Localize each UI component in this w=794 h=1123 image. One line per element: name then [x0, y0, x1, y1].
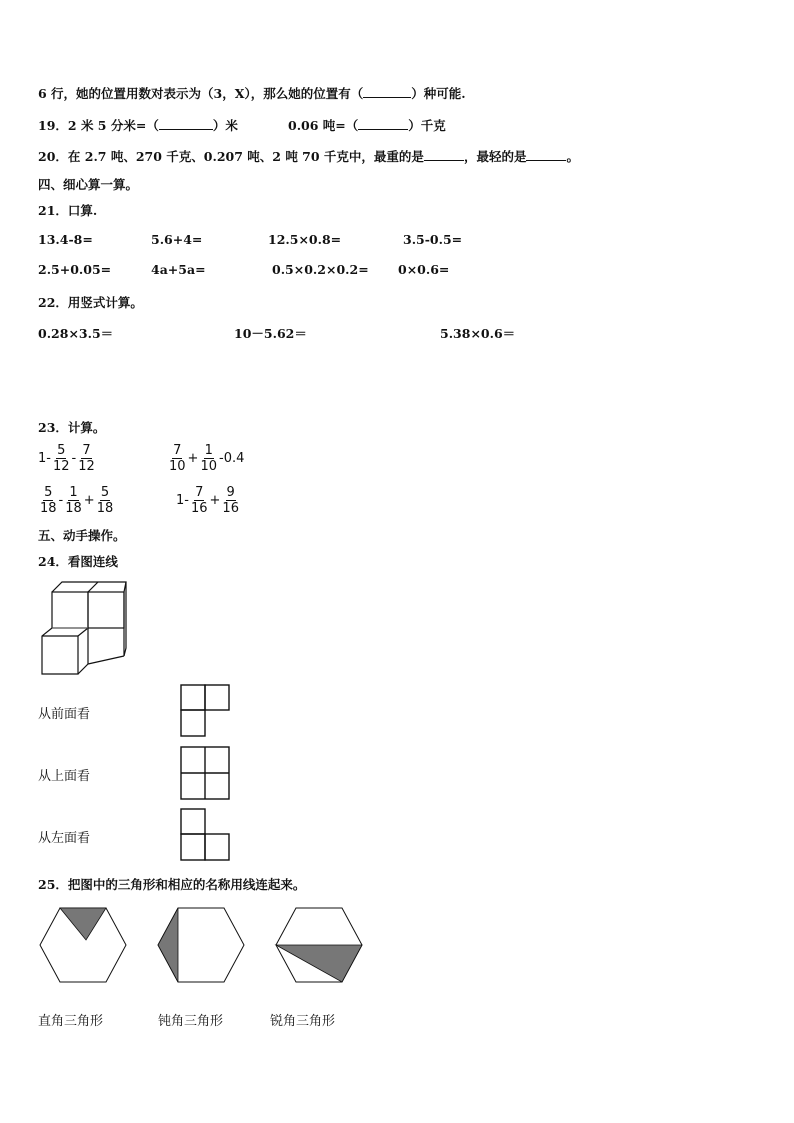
triangle-name-obtuse: 钝角三角形 — [158, 1014, 224, 1029]
q18-line: 6 行，她的位置用数对表示为（3，X），那么她的位置有（ ）种可能. — [38, 86, 466, 101]
hexagon-right-triangle — [38, 906, 128, 984]
oral-item: 5.6+4= — [151, 232, 203, 247]
fraction-expression-2: $\frac{7}{10}$ + $\frac{1}{10}$ -0.4 — [169, 443, 245, 474]
vertical-calc-item: 0.28×3.5＝ — [38, 326, 114, 341]
answer-blank[interactable] — [526, 148, 566, 161]
triangle-name-acute: 锐角三角形 — [270, 1014, 336, 1029]
fraction: $\frac{5}{18}$ — [40, 485, 57, 516]
fraction: $\frac{7}{16}$ — [190, 485, 208, 516]
fraction: $\frac{5}{12}$ — [52, 443, 70, 474]
fraction: $\frac{5}{18}$ — [96, 485, 114, 516]
fraction-expression-3: $\frac{5}{18}$ - $\frac{1}{18}$ + $\frac{5}{18}$ — [40, 485, 114, 516]
answer-blank[interactable] — [363, 85, 411, 98]
oral-item: 3.5-0.5= — [403, 232, 463, 247]
section-heading: 四、细心算一算。 — [38, 177, 139, 192]
answer-blank[interactable] — [358, 117, 408, 130]
answer-blank[interactable] — [159, 117, 213, 130]
section-heading: 五、动手操作。 — [38, 528, 126, 543]
question-title: 23．计算。 — [38, 420, 106, 435]
oral-item: 0×0.6= — [398, 262, 450, 277]
vertical-calc-item: 5.38×0.6＝ — [440, 326, 516, 341]
oral-item: 4a+5a= — [151, 262, 206, 277]
oral-item: 13.4-8= — [38, 232, 93, 247]
question-title: 25．把图中的三角形和相应的名称用线连起来。 — [38, 877, 306, 892]
hexagon-acute-triangle — [274, 906, 364, 984]
fraction: $\frac{9}{16}$ — [222, 485, 239, 516]
fraction: $\frac{1}{10}$ — [200, 443, 217, 474]
fraction: $\frac{7}{10}$ — [169, 443, 186, 474]
q19-line: 19．2 米 5 分米=（ ）米 — [38, 118, 238, 133]
view-label-left: 从左面看 — [38, 831, 91, 846]
q20-line: 20．在 2.7 吨、270 千克、0.207 吨、2 吨 70 千克中，最重的是 ，最轻的是 。 — [38, 149, 579, 164]
view-label-top: 从上面看 — [38, 769, 91, 784]
hexagon-obtuse-triangle — [156, 906, 246, 984]
q19-part2: 0.06 吨=（ ）千克 — [288, 118, 446, 133]
vertical-calc-item: 10－5.62＝ — [234, 326, 307, 341]
fraction-expression-1: 1- $\frac{5}{12}$ - $\frac{7}{12}$ — [38, 443, 95, 474]
question-title: 21．口算. — [38, 203, 98, 218]
fraction: $\frac{1}{18}$ — [65, 485, 82, 516]
oral-item: 12.5×0.8= — [268, 232, 342, 247]
oral-item: 2.5+0.05= — [38, 262, 112, 277]
question-title: 22．用竖式计算。 — [38, 295, 143, 310]
fraction: $\frac{7}{12}$ — [78, 443, 95, 474]
question-title: 24．看图连线 — [38, 554, 118, 569]
view-grid-inverted-l — [180, 808, 230, 862]
triangle-name-right: 直角三角形 — [38, 1014, 104, 1029]
view-grid-l-shape — [180, 684, 230, 738]
oral-item: 0.5×0.2×0.2= — [272, 262, 369, 277]
answer-blank[interactable] — [424, 148, 464, 161]
view-grid-square — [180, 746, 230, 800]
fraction-expression-4: 1- $\frac{7}{16}$ + $\frac{9}{16}$ — [176, 485, 239, 516]
cube-stack-figure — [38, 578, 130, 676]
view-label-front: 从前面看 — [38, 707, 91, 722]
